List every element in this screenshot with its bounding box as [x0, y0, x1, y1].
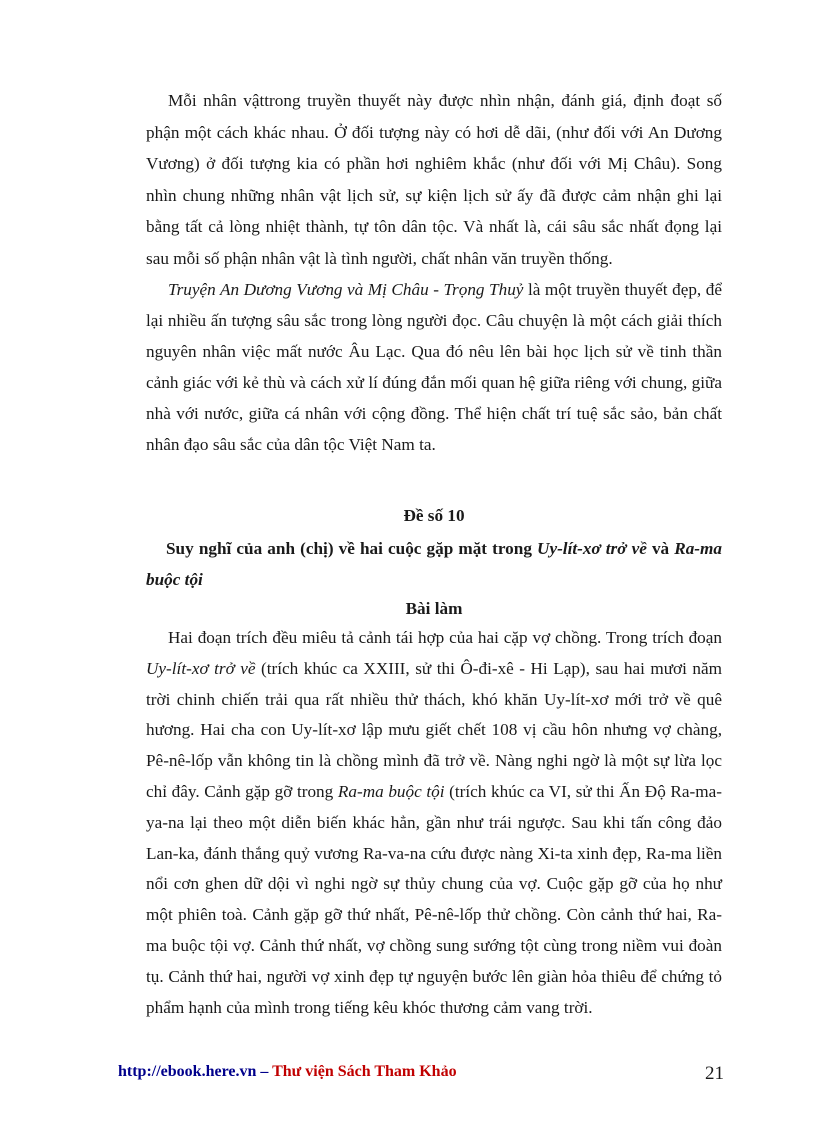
- question-start: Suy nghĩ của anh (chị) về hai cuộc gặp mặt trong: [166, 539, 538, 558]
- answer-heading: Bài làm: [405, 599, 463, 618]
- footer-url-link[interactable]: http://ebook.here.vn: [118, 1063, 257, 1080]
- answer-body: [146, 623, 722, 1023]
- question-italic-1: Uy-lít-xơ trở về: [537, 539, 647, 558]
- section-number: Đề số 10: [403, 506, 465, 525]
- intro-paragraph-1: [146, 85, 722, 274]
- answer-paragraph-1: [146, 623, 722, 1023]
- answer-italic-2: Ra-ma buộc tội: [337, 781, 445, 801]
- question-italic-2: Ra-ma buộc tội: [146, 539, 722, 589]
- intro-paragraph-2-text: là một truyền thuyết đẹp, để lại nhiều ấn tượng sâu sắc trong lòng người đọc. Câu chuyện là một cách giải thích nguyên nhân việc mất nước Âu Lạc. Qua đó nêu lên bài học lịch sử về tinh thần cảnh giác với kẻ thù và cách xử lí đúng đắn mối quan hệ giữa riêng với chung, giữa nhà với nước, giữa cá nhân với cộng đồng. Thể hiện chất trí tuệ sắc sảo, bản chất nhân đạo sâu sắc của dân tộc Việt Nam ta.: [146, 280, 722, 454]
- page-footer: [118, 1063, 724, 1084]
- essay-question: [146, 533, 722, 595]
- intro-paragraph-1-text: Mỗi nhân vậttrong truyền thuyết này được nhìn nhận, đánh giá, định đoạt số phận một cách khác nhau. Ở đối tượng này có hơi dễ dãi, (như đối với An Dương Vương) ở đối tượng kia có phần hơi nghiêm khắc (như đối với Mị Châu). Song nhìn chung những nhân vật lịch sử, sự kiện lịch sử ấy đã được cảm nhận ghi lại bằng tất cả lòng nhiệt thành, tự tôn dân tộc. Và nhất là, cái sâu sắc nhất đọng lại sau mỗi số phận nhân vật là tình người, chất nhân văn truyền thống.: [146, 91, 722, 268]
- work-title-italic: Truyện An Dương Vương và Mị Châu - Trọng Thuỷ: [168, 280, 524, 299]
- answer-text-c: (trích khúc ca VI, sử thi Ấn Độ Ra-ma-ya-na lại theo một diễn biến khác hẳn, gần như trái ngược. Sau khi tấn công đảo Lan-ka, đánh thắng quỷ vương Ra-va-na cứu được nàng Xi-ta xinh đẹp, Ra-ma liền nổi cơn ghen dữ dội vì nghi ngờ sự thủy chung của vợ. Cuộc gặp gỡ của họ như một phiên toà. Cảnh gặp gỡ thứ nhất, Pê-nê-lốp thử chồng. Còn cảnh thứ hai, Ra-ma buộc tội vợ. Cảnh thứ nhất, vợ chồng sung sướng tột cùng trong niềm vui đoàn tụ. Cảnh thứ hai, người vợ xinh đẹp tự nguyện bước lên giàn hỏa thiêu để chứng tỏ phẩm hạnh của mình trong tiếng kêu khóc thương cảm vang trời.: [146, 781, 722, 1017]
- footer-library-name: Thư viện Sách Tham Khảo: [272, 1063, 457, 1080]
- answer-text-b: (trích khúc ca XXIII, sử thi Ô-đi-xê - Hi Lạp), sau hai mươi năm trời chinh chiến trải qua rất nhiều thử thách, khó khăn Uy-lít-xơ mới trở về quê hương. Hai cha con Uy-lít-xơ lập mưu giết chết 108 vị cầu hôn nhưng vợ chàng, Pê-nê-lốp vẫn không tin là chồng mình đã trở về. Nàng nghi ngờ là một sự lừa lọc chỉ đây. Cảnh gặp gỡ trong: [146, 658, 722, 801]
- intro-paragraph-2: [146, 274, 722, 460]
- answer-text-a: Hai đoạn trích đều miêu tả cảnh tái hợp của hai cặp vợ chồng. Trong trích đoạn: [168, 628, 722, 647]
- answer-italic-1: Uy-lít-xơ trở về: [146, 658, 256, 678]
- page-number: 21: [705, 1063, 724, 1084]
- page-body: [146, 85, 722, 1023]
- footer-dash: –: [256, 1063, 273, 1080]
- question-middle: và: [646, 539, 675, 558]
